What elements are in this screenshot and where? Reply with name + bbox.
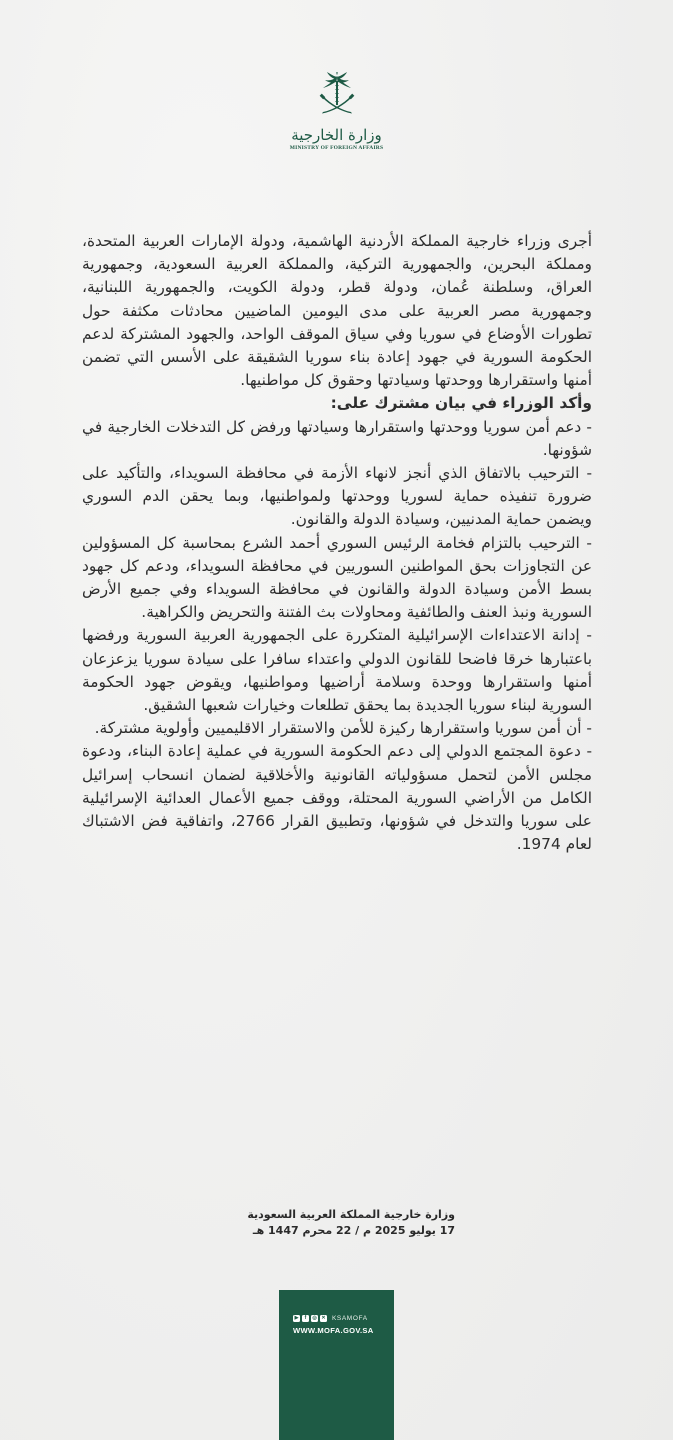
statement-point: - الترحيب بالتزام فخامة الرئيس السوري أحمد الشرع بمحاسبة كل المسؤولين عن التجاوزات بحق المواطنين السوريين في محافظة السويداء، ودعم كل جهود بسط الأمن وسيادة الدولة والقانون في محافظة السويداء وفي جميع الأرض السورية ونبذ العنف والطائفية ومحاولات بث الفتنة والتحريض والكراهية. bbox=[82, 533, 592, 622]
website-link[interactable]: WWW.MOFA.GOV.SA bbox=[293, 1326, 374, 1335]
logo-english-wordmark: MINISTRY OF FOREIGN AFFAIRS bbox=[289, 145, 384, 151]
intro-paragraph: أجرى وزراء خارجية المملكة الأردنية الهاشمية، ودولة الإمارات العربية المتحدة، ومملكة البحرين، والجمهورية التركية، والمملكة العربية السعودية، وجمهورية العراق، وسلطنة عُمان، ودولة قطر، ودولة الكويت، والجمهورية اللبنانية، وجمهورية مصر العربية على مدى اليومين الماضيين محادثات مكثفة حول تطورات الأوضاع في سوريا وفي سياق الموقف الواحد، والجهود المشتركة لدعم الحكومة السورية في جهود إعادة بناء سوريا الشقيقة على الأسس التي تضمن أمنها واستقرارها ووحدتها وسيادتها وحقوق كل مواطنيها. bbox=[82, 232, 592, 390]
statement-body bbox=[82, 230, 592, 856]
statement-point: - إدانة الاعتداءات الإسرائيلية المتكررة على الجمهورية العربية السورية ورفضها باعتبارها خرقا فاضحا للقانون الدولي واعتداء سافرا على سيادة سوريا يزعزعان أمنها واستقرارها ووحدة وسلامة أراضيها ومواطنيها، ويقوض جهود الحكومة السورية لبناء سوريا الجديدة بما يحقق تطلعات وخيارات شعبها الشقيق. bbox=[82, 626, 592, 715]
instagram-icon[interactable]: ◎ bbox=[312, 1315, 317, 1321]
social-links bbox=[293, 1315, 368, 1322]
signature-date: 17 يوليو 2025 م / 22 محرم 1447 هـ bbox=[252, 1224, 455, 1237]
signature-block bbox=[200, 1207, 455, 1239]
facebook-icon[interactable]: f bbox=[302, 1315, 309, 1322]
youtube-icon[interactable]: ▶ bbox=[294, 1315, 299, 1321]
logo-arabic-wordmark: وزارة الخارجية bbox=[291, 126, 382, 144]
footer-panel bbox=[279, 1290, 394, 1440]
social-handle: KSAMOFA bbox=[332, 1315, 368, 1322]
statement-point: - دعوة المجتمع الدولي إلى دعم الحكومة السورية في عملية إعادة البناء، ودعوة مجلس الأمن لتحمل مسؤولياته القانونية والأخلاقية لضمان انسحاب إسرائيل الكامل من الأراضي السورية المحتلة، ووقف جميع الأعمال العدائية الإسرائيلية على سوريا والتدخل في شؤونها، وتطبيق القرار 2766، واتفاقية فض الاشتباك لعام 1974. bbox=[82, 742, 592, 854]
signature-ministry: وزارة خارجية المملكة العربية السعودية bbox=[247, 1208, 455, 1221]
saudi-emblem-icon bbox=[317, 72, 357, 126]
joint-statement-heading: وأكد الوزراء في بيان مشترك على: bbox=[330, 394, 592, 413]
x-icon[interactable]: ✕ bbox=[321, 1315, 326, 1321]
statement-point: - الترحيب بالاتفاق الذي أنجز لانهاء الأزمة في محافظة السويداء، والتأكيد على ضرورة تنفيذه حماية لسوريا ووحدتها ولمواطنيها، وبما يحقن الدم السوري ويضمن حماية المدنيين، وسيادة الدولة والقانون. bbox=[82, 464, 592, 529]
statement-point: - دعم أمن سوريا ووحدتها واستقرارها وسيادتها ورفض كل التدخلات الخارجية في شؤونها. bbox=[82, 417, 592, 459]
statement-point: - أن أمن سوريا واستقرارها ركيزة للأمن والاستقرار الاقليميين وأولوية مشتركة. bbox=[94, 719, 592, 738]
ministry-logo bbox=[0, 72, 673, 172]
